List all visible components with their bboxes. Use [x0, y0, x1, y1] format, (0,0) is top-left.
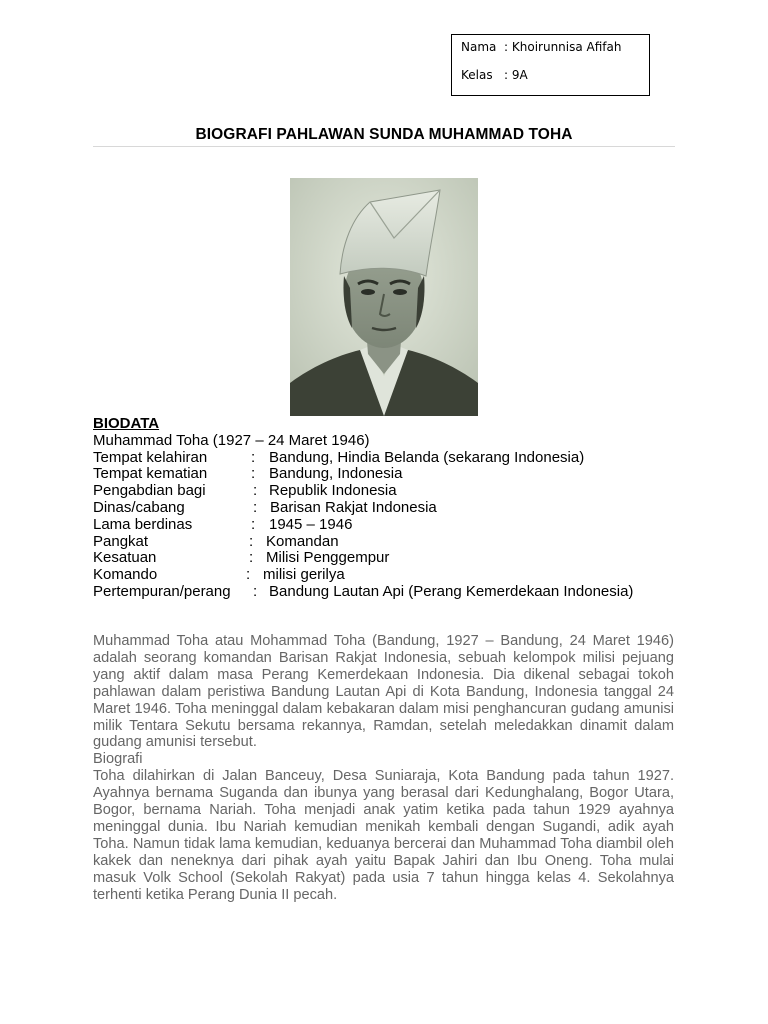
biodata-colon: : [249, 549, 254, 567]
nama-line: Nama : Khoirunnisa Afifah [461, 40, 622, 54]
biodata-value: Bandung, Indonesia [269, 465, 403, 483]
biodata-row [93, 500, 693, 517]
biodata-value: 1945 – 1946 [269, 515, 353, 533]
biodata-value: Milisi Penggempur [266, 549, 390, 567]
biodata-colon: : [253, 582, 258, 600]
biodata-row [93, 450, 693, 467]
biodata-row [93, 483, 693, 500]
biodata-colon: : [253, 482, 258, 500]
biodata-row [93, 584, 693, 601]
biodata-colon: : [253, 498, 258, 516]
title-divider [93, 146, 675, 147]
biodata-label: Pangkat [93, 532, 149, 550]
biodata-row [93, 534, 693, 551]
biodata-colon: : [251, 448, 256, 466]
biodata-label: Pertempuran/perang [93, 582, 231, 600]
biodata-value: Barisan Rakjat Indonesia [270, 498, 437, 516]
biodata-label: Lama berdinas [93, 515, 193, 533]
biodata-label: Pengabdian bagi [93, 482, 206, 500]
kelas-line: Kelas : 9A [461, 68, 528, 82]
biodata-value: Komandan [266, 532, 339, 550]
identity-box [451, 34, 650, 96]
biodata-colon: : [251, 465, 256, 483]
kelas-label: Kelas [461, 68, 493, 82]
biodata-label: Tempat kelahiran [93, 448, 208, 466]
biodata-row [93, 550, 693, 567]
biodata-colon: : [246, 566, 251, 584]
intro-paragraph: Muhammad Toha atau Mohammad Toha (Bandung, 1927 – Bandung, 24 Maret 1946) adalah seorang komandan Barisan Rakjat Indonesia, sebuah kelompok milisi pejuang yang aktif dalam masa Perang Kemerdekaan Indonesia. Dia dikenal sebagai tokoh pahlawan dalam peristiwa Bandung Lautan Api di Kota Bandung, Indonesia tanggal 24 Maret 1946. Toha meninggal dalam kebakaran dalam misi penghancuran gudang amunisi milik Tentara Sekutu bersama rekannya, Ramdan, setelah meledakkan dinamit dalam gudang amunisi tersebut. [93, 633, 674, 751]
biodata-row [93, 567, 693, 584]
nama-label: Nama [461, 40, 497, 54]
biodata-heading: BIODATA [93, 415, 160, 432]
biodata-label: Tempat kematian [93, 465, 208, 483]
biodata-value: Republik Indonesia [269, 482, 397, 500]
biodata-row [93, 517, 693, 534]
biodata-label: Kesatuan [93, 549, 157, 567]
portrait-image [290, 178, 478, 416]
biodata-colon: : [249, 532, 254, 550]
bio-paragraph: Toha dilahirkan di Jalan Banceuy, Desa Suniaraja, Kota Bandung pada tahun 1927. Ayahnya bernama Suganda dan ibunya yang berasal dari Kedunghalang, Bogor Utara, Bogor, bernama Nariah. Toha menjadi anak yatim ketika pada tahun 1929 ayahnya meninggal dunia. Ibu Nariah kemudian menikah kembali dengan Sugandi, adik ayah Toha. Namun tidak lama kemudian, keduanya bercerai dan Muhammad Toha diambil oleh kakek dan neneknya dari pihak ayah yaitu Bapak Jahiri dan Ibu Oneng. Toha mulai masuk Volk School (Sekolah Rakyat) pada usia 7 tahun hingga kelas 4. Sekolahnya terhenti ketika Perang Dunia II pecah. [93, 768, 674, 903]
biodata-row [93, 466, 693, 483]
page-title: BIOGRAFI PAHLAWAN SUNDA MUHAMMAD TOHA [195, 126, 573, 143]
section-title-biografi: Biografi [93, 751, 143, 768]
biodata-label: Komando [93, 566, 158, 584]
biodata-colon: : [251, 515, 256, 533]
kelas-value: 9A [511, 68, 528, 82]
biodata-label: Dinas/cabang [93, 498, 185, 516]
biodata-value: Bandung, Hindia Belanda (sekarang Indonesia) [269, 448, 585, 466]
biodata-section [93, 416, 693, 601]
biodata-value: Bandung Lautan Api (Perang Kemerdekaan Indonesia) [269, 582, 634, 600]
biodata-name-line: Muhammad Toha (1927 – 24 Maret 1946) [93, 431, 370, 449]
body-text [93, 633, 674, 904]
biodata-value: milisi gerilya [263, 566, 345, 584]
nama-value: Khoirunnisa Afifah [511, 40, 622, 54]
